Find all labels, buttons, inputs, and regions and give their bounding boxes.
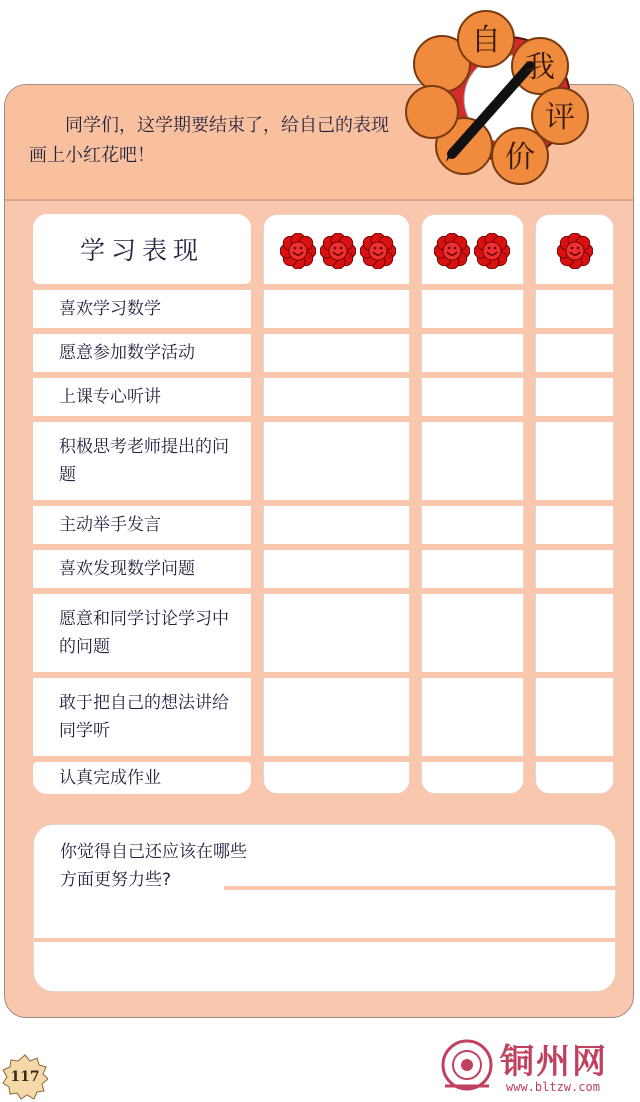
- row-separator: [263, 372, 410, 378]
- row-separator: [33, 544, 251, 550]
- writing-line[interactable]: [34, 938, 616, 942]
- row-separator: [535, 756, 614, 762]
- red-flower-icon: [280, 233, 316, 269]
- row-separator: [535, 328, 614, 334]
- badge-char-2: 我: [525, 50, 555, 85]
- row-separator: [33, 500, 251, 506]
- row-separator: [263, 544, 410, 550]
- page-number: 117: [10, 1069, 40, 1085]
- row-separator: [421, 372, 524, 378]
- red-flower-icon: [434, 233, 470, 269]
- intro-text: 同学们，这学期要结束了，给自己的表现画上小红花吧！: [29, 115, 389, 166]
- red-flower-icon: [557, 233, 593, 269]
- flower-group: [280, 233, 396, 269]
- row-separator: [33, 372, 251, 378]
- table-row: 愿意参加数学活动: [33, 334, 251, 372]
- row-separator: [33, 756, 251, 762]
- row-separator: [263, 416, 410, 422]
- table-row: 主动举手发言: [33, 506, 251, 544]
- row-separator: [535, 588, 614, 594]
- row-separator: [535, 500, 614, 506]
- red-flower-icon: [320, 233, 356, 269]
- watermark-url: www.bltzw.com: [506, 1080, 600, 1094]
- row-separator: [535, 416, 614, 422]
- badge-char-1: 自: [471, 23, 501, 58]
- row-separator: [33, 328, 251, 334]
- table-header: 学习表现: [33, 214, 251, 284]
- row-separator: [421, 544, 524, 550]
- watermark-logo-icon: [440, 1038, 494, 1092]
- writing-line[interactable]: [224, 886, 616, 890]
- table-row: 认真完成作业: [33, 762, 251, 794]
- row-separator: [33, 416, 251, 422]
- row-separator: [263, 756, 410, 762]
- table-row: [33, 678, 251, 756]
- red-flower-icon: [360, 233, 396, 269]
- row-separator: [421, 328, 524, 334]
- row-separator: [421, 284, 524, 290]
- row-separator: [263, 588, 410, 594]
- row-text: 积极思考老师提出的问题: [59, 437, 229, 485]
- badge-char-3: 评: [545, 100, 575, 135]
- row-separator: [535, 284, 614, 290]
- row-separator: [535, 544, 614, 550]
- table-row: [33, 422, 251, 500]
- row-separator: [263, 672, 410, 678]
- row-separator: [535, 672, 614, 678]
- row-separator: [421, 672, 524, 678]
- red-flower-icon: [474, 233, 510, 269]
- self-evaluation-badge: [400, 4, 600, 194]
- table-row: [33, 594, 251, 672]
- flower-group: [434, 233, 510, 269]
- flower-group: [557, 233, 593, 269]
- watermark-title: 铜州网: [500, 1042, 608, 1082]
- row-separator: [33, 672, 251, 678]
- row-separator: [33, 588, 251, 594]
- reflection-question: 你觉得自己还应该在哪些方面更努力些?: [60, 842, 247, 890]
- row-separator: [421, 500, 524, 506]
- row-text: 愿意和同学讨论学习中的问题: [59, 609, 229, 657]
- row-separator: [33, 284, 251, 290]
- table-row: 上课专心听讲: [33, 378, 251, 416]
- row-separator: [535, 372, 614, 378]
- row-separator: [263, 500, 410, 506]
- row-separator: [421, 416, 524, 422]
- badge-char-4: 价: [505, 140, 535, 175]
- row-separator: [421, 756, 524, 762]
- row-separator: [263, 328, 410, 334]
- row-text: 敢于把自己的想法讲给同学听: [59, 693, 229, 741]
- row-separator: [421, 588, 524, 594]
- table-row: 喜欢发现数学问题: [33, 550, 251, 588]
- table-row: 喜欢学习数学: [33, 290, 251, 328]
- row-separator: [263, 284, 410, 290]
